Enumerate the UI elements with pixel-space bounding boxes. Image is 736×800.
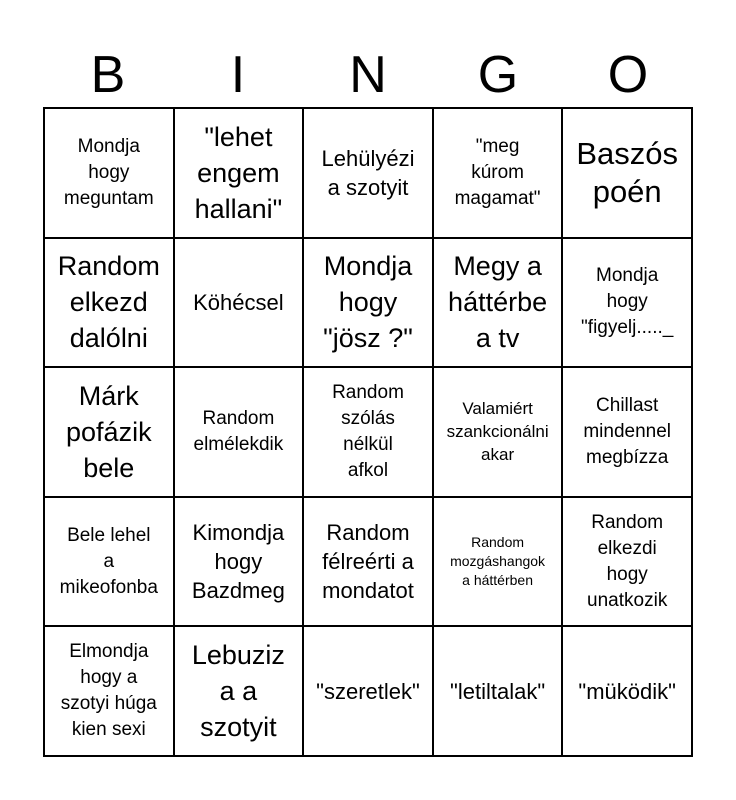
bingo-cell-text: Random félreérti a mondatot — [322, 520, 414, 604]
bingo-cell[interactable] — [303, 497, 433, 627]
bingo-cell[interactable] — [44, 497, 174, 627]
bingo-cell[interactable] — [562, 367, 692, 497]
bingo-cell[interactable] — [174, 626, 304, 756]
bingo-cell[interactable] — [303, 108, 433, 238]
bingo-cell-text: Baszós poén — [576, 135, 679, 209]
bingo-cell-text: Megy a háttérbe a tv — [448, 251, 548, 354]
bingo-cell-text: Lehülyézi a szotyit — [321, 145, 415, 200]
bingo-cell-text: Chillast mindennel megbízza — [583, 394, 672, 468]
header-letter-b: B — [90, 46, 126, 104]
header-letter-o: O — [607, 46, 649, 104]
bingo-cell-text: Valamiért szankcionálni akar — [446, 399, 549, 465]
bingo-cell-text: Mondja hogy "jösz ?" — [323, 251, 413, 354]
bingo-cell[interactable] — [303, 367, 433, 497]
bingo-cell[interactable] — [562, 626, 692, 756]
bingo-cell-text: Kimondja hogy Bazdmeg — [191, 520, 285, 604]
bingo-cell-text: Bele lehel a mikeofonba — [59, 524, 158, 598]
bingo-cell-text: Random szólás nélkül afkol — [332, 381, 404, 481]
bingo-header — [43, 44, 693, 106]
bingo-cell-text: Márk pofázik bele — [66, 380, 152, 483]
bingo-cell-text: Elmondja hogy a szotyi húga kien sexi — [60, 641, 157, 741]
bingo-cell[interactable] — [433, 497, 563, 627]
bingo-cell-text: Random elmélekdik — [193, 407, 284, 455]
bingo-cell[interactable] — [433, 108, 563, 238]
bingo-cell-text: Lebuziz a a szotyit — [191, 640, 285, 743]
bingo-cell[interactable] — [562, 108, 692, 238]
bingo-cell-text: "müködik" — [578, 678, 676, 704]
bingo-cell-text: Random elkezdi hogy unatkozik — [587, 511, 668, 611]
bingo-card-grid — [43, 107, 693, 757]
bingo-cell-text: "letiltalak" — [450, 678, 546, 704]
bingo-cell-text: "meg kúrom magamat" — [454, 135, 541, 209]
bingo-cell[interactable] — [433, 367, 563, 497]
bingo-cell[interactable] — [433, 626, 563, 756]
bingo-cell[interactable] — [174, 108, 304, 238]
bingo-cell-text: Random elkezd dalólni — [57, 251, 160, 354]
bingo-cell[interactable] — [174, 367, 304, 497]
bingo-cell[interactable] — [44, 238, 174, 368]
bingo-cell-text: "szeretlek" — [316, 678, 420, 704]
bingo-cell[interactable] — [44, 626, 174, 756]
bingo-cell-text: Random mozgáshangok a háttérben — [450, 534, 546, 589]
bingo-cell[interactable] — [303, 626, 433, 756]
header-letter-n: N — [349, 46, 387, 104]
header-letter-g: G — [477, 46, 519, 104]
bingo-cell-text: Mondja hogy "figyelj....._ — [581, 265, 674, 339]
bingo-cell[interactable] — [303, 238, 433, 368]
header-letter-i: I — [230, 46, 246, 104]
bingo-cell[interactable] — [44, 108, 174, 238]
bingo-cell-text: Köhécsel — [193, 289, 284, 315]
bingo-cell-text: "lehet engem hallani" — [194, 121, 283, 224]
bingo-cell[interactable] — [44, 367, 174, 497]
bingo-cell[interactable] — [562, 497, 692, 627]
bingo-cell[interactable] — [174, 238, 304, 368]
bingo-cell[interactable] — [433, 238, 563, 368]
bingo-cell[interactable] — [562, 238, 692, 368]
bingo-cell-text: Mondja hogy meguntam — [63, 135, 154, 209]
bingo-cell[interactable] — [174, 497, 304, 627]
